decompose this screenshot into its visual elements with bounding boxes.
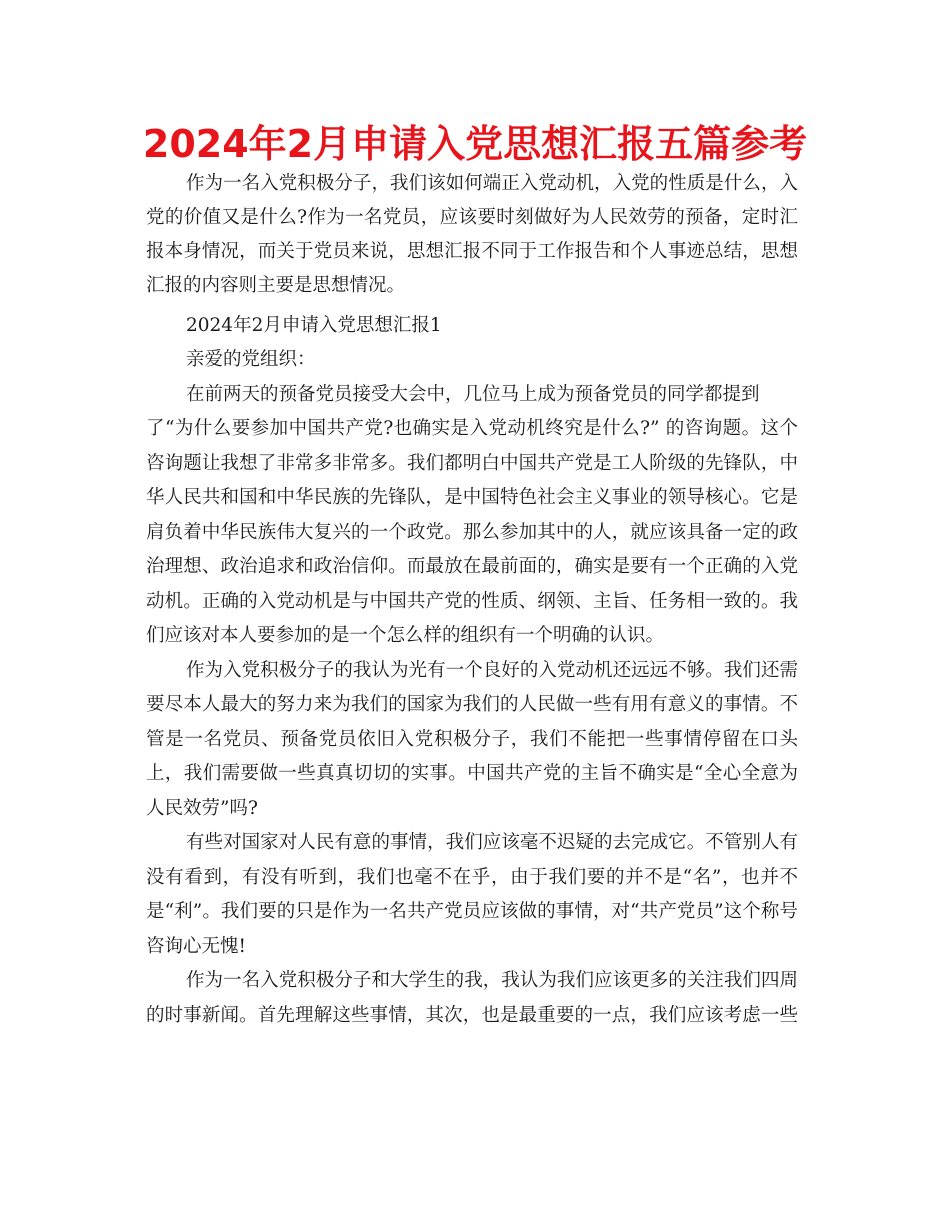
- section-heading: 2024年2月申请入党思想汇报1: [186, 315, 442, 336]
- paragraph-line: 动机。正确的入党动机是与中国共产党的性质、纲领、主旨、任务相一致的。我: [146, 591, 798, 612]
- paragraph-line: 管是一名党员、预备党员依旧入党积极分子，我们不能把一些事情停留在口头: [146, 729, 798, 750]
- document-title: 2024年2月申请入党思想汇报五篇参考: [142, 122, 808, 166]
- paragraph-line: 咨询心无愧!: [146, 936, 246, 957]
- paragraph-line: 人民效劳”吗?: [146, 798, 258, 819]
- paragraph-line: 的时事新闻。首先理解这些事情，其次，也是最重要的一点，我们应该考虑一些: [146, 1005, 798, 1026]
- paragraph-line: 汇报的内容则主要是思想情况。: [146, 275, 406, 296]
- paragraph-line: 了“为什么要参加中国共产党?也确实是入党动机终究是什么?” 的咨询题。这个: [146, 418, 798, 439]
- paragraph-line: 肩负着中华民族伟大复兴的一个政党。那么参加其中的人，就应该具备一定的政: [146, 522, 798, 543]
- paragraph-line: 在前两天的预备党员接受大会中，几位马上成为预备党员的同学都提到: [186, 384, 760, 405]
- paragraph-line: 上，我们需要做一些真真切切的实事。中国共产党的主旨不确实是“全心全意为: [146, 763, 798, 784]
- paragraph-line: 有些对国家对人民有意的事情，我们应该毫不迟疑的去完成它。不管别人有: [186, 832, 798, 853]
- paragraph-line: 咨询题让我想了非常多非常多。我们都明白中国共产党是工人阶级的先锋队，中: [146, 453, 798, 474]
- paragraph-line: 没有看到，有没有听到，我们也毫不在乎，由于我们要的并不是“名”，也并不: [146, 867, 798, 888]
- paragraph-line: 们应该对本人要参加的是一个怎么样的组织有一个明确的认识。: [146, 625, 665, 646]
- salutation: 亲爱的党组织：: [186, 349, 316, 370]
- paragraph-line: 作为入党积极分子的我认为光有一个良好的入党动机还远远不够。我们还需: [186, 660, 798, 681]
- paragraph-line: 是“利”。我们要的只是作为一名共产党员应该做的事情，对“共产党员”这个称号: [146, 901, 798, 922]
- paragraph-line: 华人民共和国和中华民族的先锋队，是中国特色社会主义事业的领导核心。它是: [146, 487, 798, 508]
- paragraph-line: 作为一名入党积极分子和大学生的我，我认为我们应该更多的关注我们四周: [186, 970, 798, 991]
- paragraph-line: 报本身情况，而关于党员来说，思想汇报不同于工作报告和个人事迹总结，思想: [146, 241, 798, 262]
- paragraph-line: 作为一名入党积极分子，我们该如何端正入党动机，入党的性质是什么，入: [186, 173, 798, 194]
- paragraph-line: 要尽本人最大的努力来为我们的国家为我们的人民做一些有用有意义的事情。不: [146, 694, 798, 715]
- paragraph-line: 党的价值又是什么?作为一名党员，应该要时刻做好为人民效劳的预备，定时汇: [146, 207, 798, 228]
- paragraph-line: 治理想、政治追求和政治信仰。而最放在最前面的，确实是要有一个正确的入党: [146, 556, 798, 577]
